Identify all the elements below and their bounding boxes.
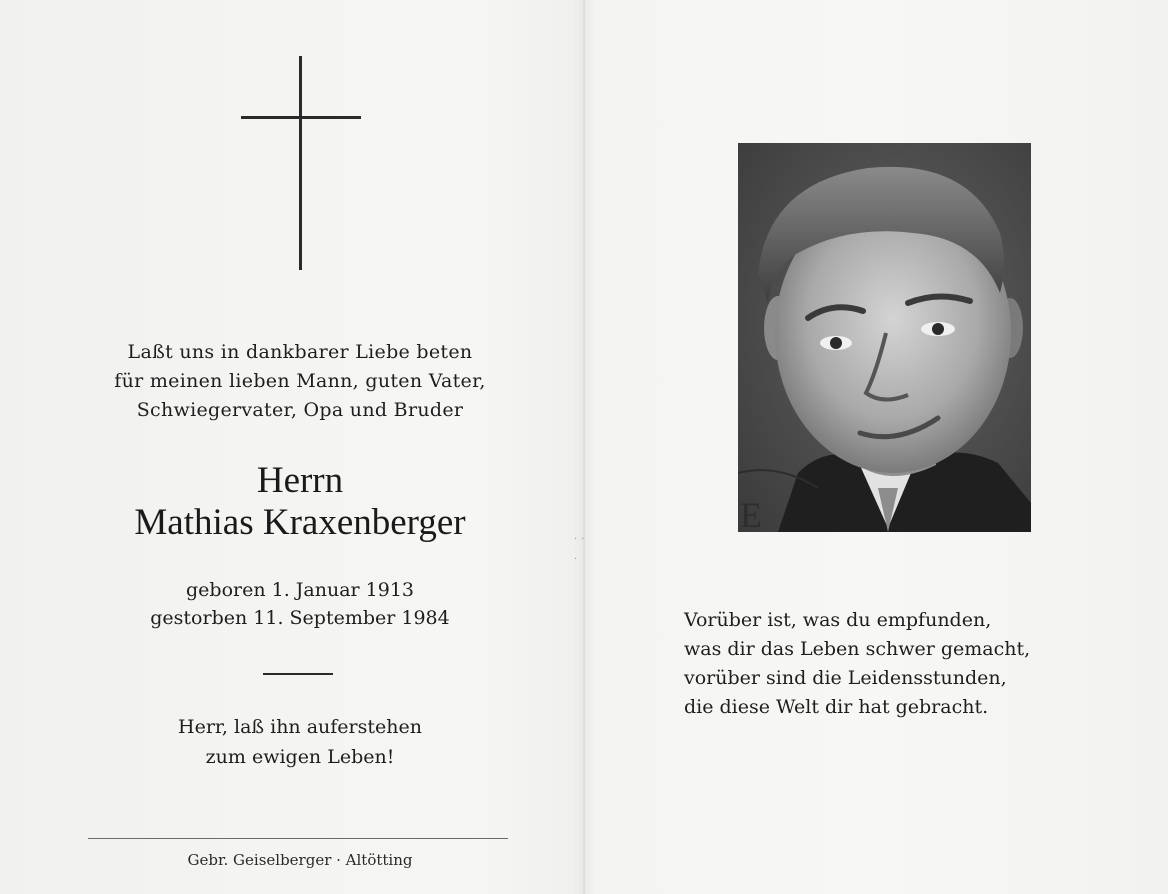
cross-horizontal-bar (241, 116, 361, 119)
salutation: Herrn (256, 460, 344, 501)
intro-line: für meinen lieben Mann, guten Vater, (114, 370, 486, 392)
footer-rule (88, 838, 508, 839)
prayer-line: zum ewigen Leben! (205, 746, 395, 768)
cross-vertical-bar (299, 56, 302, 270)
poem (684, 606, 1084, 722)
life-dates (60, 576, 540, 632)
portrait-illustration (738, 143, 1031, 532)
full-name: Mathias Kraxenberger (134, 502, 466, 543)
intro-text (60, 338, 540, 425)
fold-line (583, 0, 585, 894)
prayer-text (60, 712, 540, 772)
prayer-line: Herr, laß ihn auferstehen (178, 716, 422, 738)
stamp-watermark: E (740, 495, 762, 532)
poem-line: was dir das Leben schwer gemacht, (684, 638, 1031, 660)
poem-line: die diese Welt dir hat gebracht. (684, 696, 989, 718)
portrait-photo (738, 143, 1031, 532)
poem-line: Vorüber ist, was du empfunden, (684, 609, 992, 631)
printer-credit: Gebr. Geiselberger · Altötting (187, 851, 413, 869)
death-date: gestorben 11. September 1984 (150, 607, 450, 629)
intro-line: Schwiegervater, Opa und Bruder (136, 399, 464, 421)
birth-date: geboren 1. Januar 1913 (186, 579, 414, 601)
intro-line: Laßt uns in dankbarer Liebe beten (127, 341, 473, 363)
divider (263, 673, 333, 675)
fold-marks: ·· · (574, 534, 589, 565)
poem-line: vorüber sind die Leidensstunden, (684, 667, 1007, 689)
deceased-name-block (60, 460, 540, 544)
